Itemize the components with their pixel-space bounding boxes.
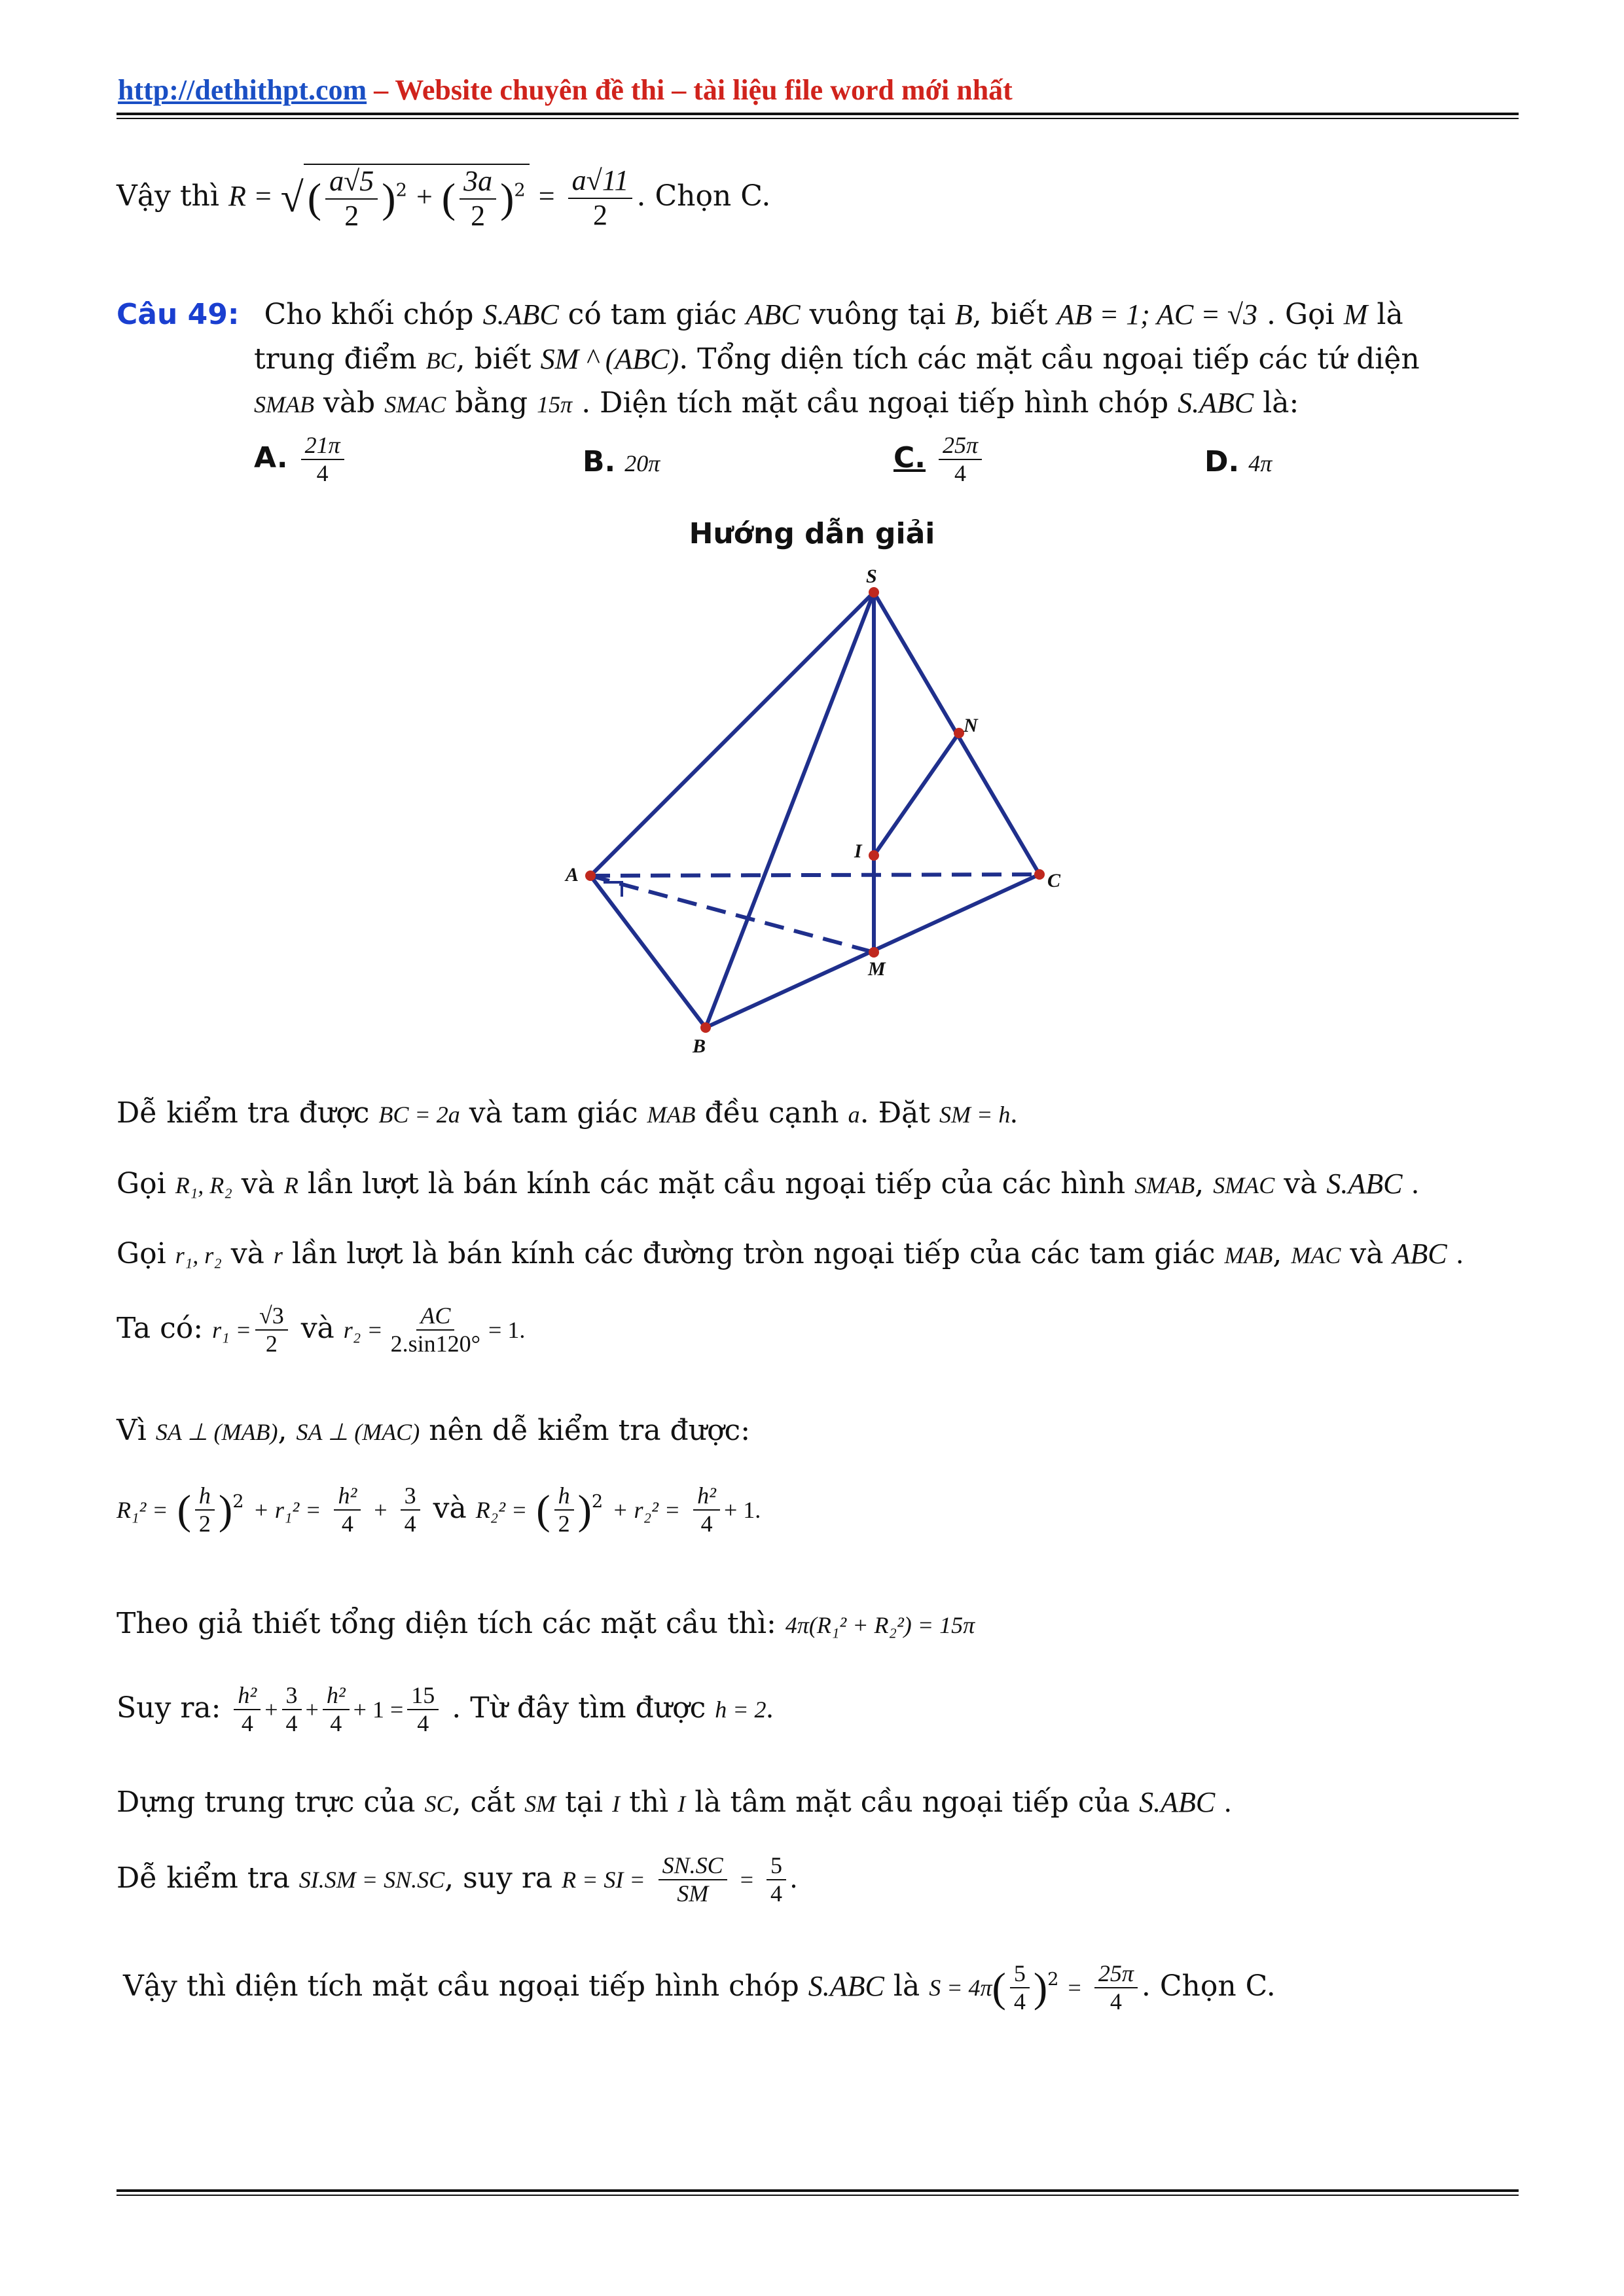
solution-line-5: Vì SA ⊥ (MAB), SA ⊥ (MAC) nên dễ kiểm tra được: xyxy=(117,1414,751,1447)
intro-result: $\frac{a√11}{2}$ xyxy=(568,164,633,232)
paren-open-2: ( xyxy=(441,175,456,222)
intro-term2: $\frac{3a}{2}$ xyxy=(460,165,496,232)
solution-line-10: Dễ kiểm tra SI.SM = SN.SC, suy ra R = SI = $\frac{SN.SC}{SM}$ = $\frac{5}{4}$ . xyxy=(117,1852,798,1907)
option-b[interactable]: B. 20π xyxy=(583,445,660,478)
question-line-3: SMAB vàb SMAC bằng 15π . Diện tích mặt cầu ngoại tiếp hình chóp S.ABC là: xyxy=(254,386,1299,420)
label-M: M xyxy=(868,958,886,980)
option-d[interactable]: D. 4π xyxy=(1204,445,1272,478)
sqrt-sign: √ xyxy=(280,174,304,221)
question-line-1: Câu 49: Cho khối chóp S.ABC có tam giác ABC vuông tại B, biết AB = 1; AC = √3 . Gọi M là xyxy=(117,298,1403,331)
point-C xyxy=(1034,869,1045,880)
point-S xyxy=(869,587,879,598)
solution-line-2: Gọi R₁, R₂ và R lần lượt là bán kính các mặt cầu ngoại tiếp của các hình SMAB, SMAC và S.ABC . xyxy=(117,1167,1419,1200)
point-A xyxy=(585,870,596,881)
label-I: I xyxy=(854,840,862,862)
pyramid-figure xyxy=(0,0,1624,1080)
point-N xyxy=(954,728,964,738)
question-label: Câu 49: xyxy=(117,298,240,331)
question-line-2: trung điểm BC, biết SM ^ (ABC). Tổng diện tích các mặt cầu ngoại tiếp các tứ diện xyxy=(254,342,1420,376)
label-C: C xyxy=(1047,870,1061,891)
footer-rule xyxy=(117,2189,1519,2192)
point-M xyxy=(869,947,879,958)
point-I xyxy=(869,850,879,861)
point-B xyxy=(700,1022,711,1033)
label-N: N xyxy=(964,715,978,736)
segment-AM-hidden xyxy=(590,876,874,952)
edge-AB xyxy=(590,876,706,1028)
footer-rule-thin xyxy=(117,2195,1519,2196)
label-S: S xyxy=(866,565,877,587)
intro-eq: = xyxy=(255,180,272,213)
intro-exp1: 2 xyxy=(395,180,407,201)
option-c[interactable]: C. $\frac{25\pi}{4}$ xyxy=(893,432,986,488)
intro-term1: $\frac{a√5}{2}$ xyxy=(325,165,378,232)
option-a[interactable]: A. $\frac{21\pi}{4}$ xyxy=(254,432,348,488)
solution-line-7: Theo giả thiết tổng diện tích các mặt cầu thì: 4π(R₁² + R₂²) = 15π xyxy=(117,1607,975,1640)
label-B: B xyxy=(693,1035,706,1057)
option-c-value: $\frac{25\pi}{4}$ xyxy=(939,432,982,488)
option-a-value: $\frac{21\pi}{4}$ xyxy=(301,432,344,488)
intro-suffix: . Chọn C. xyxy=(636,179,771,213)
solution-heading: Hướng dẫn giải xyxy=(689,517,935,550)
edge-AC-hidden xyxy=(590,874,1039,876)
solution-line-6: R₁² = ( $\frac{h}{2}$ )$^2$ + r₁² = $\frac{\text{h²}}{4}$ + $\frac{3}{4}$ và R₂² = ( $\frac{h}{2}$ )$^2$ + r₂² = $\frac{\text{h²}}{4}$ + 1. xyxy=(117,1482,761,1537)
header-tagline: – Website chuyên đề thi – tài liệu file word mới nhất xyxy=(367,74,1013,106)
intro-R: R xyxy=(228,180,246,213)
intro-exp2: 2 xyxy=(514,180,526,201)
solution-line-4: Ta có: r₁ = $\frac{√3}{2}$ và r₂ = $\frac{AC}{2.\sin 120^\circ}$ = 1. xyxy=(117,1302,526,1357)
edge-SA xyxy=(590,592,874,876)
solution-line-9: Dựng trung trực của SC, cắt SM tại I thì I là tâm mặt cầu ngoại tiếp của S.ABC . xyxy=(117,1785,1232,1819)
intro-eq2: = xyxy=(538,180,555,213)
segment-IN xyxy=(874,733,959,855)
label-A: A xyxy=(566,864,579,886)
paren-close-2: ) xyxy=(500,175,514,222)
paren-open: ( xyxy=(307,175,322,222)
solution-line-8: Suy ra: $\frac{\text{h²}}{4}$ + $\frac{3}{4}$ + $\frac{\text{h²}}{4}$ + 1 = $\frac{15}{4}$ . Từ đây tìm được h = 2. xyxy=(117,1682,774,1737)
solution-line-1: Dễ kiểm tra được BC = 2a và tam giác MAB đều cạnh a. Đặt SM = h. xyxy=(117,1096,1018,1130)
solution-line-11: Vậy thì diện tích mặt cầu ngoại tiếp hình chóp S.ABC là S = 4π( $\frac{5}{4}$ )$^2$ = $\frac{25\pi}{4}$ . Chọn C. xyxy=(123,1960,1276,2015)
paren-close: ) xyxy=(382,175,396,222)
solution-line-3: Gọi r₁, r₂ và r lần lượt là bán kính các đường tròn ngoại tiếp của các tam giác MAB, MAC và ABC . xyxy=(117,1237,1464,1270)
intro-prefix: Vậy thì xyxy=(117,179,219,213)
intro-plus: + xyxy=(416,181,433,213)
header-link[interactable]: http://dethithpt.com xyxy=(118,74,367,106)
